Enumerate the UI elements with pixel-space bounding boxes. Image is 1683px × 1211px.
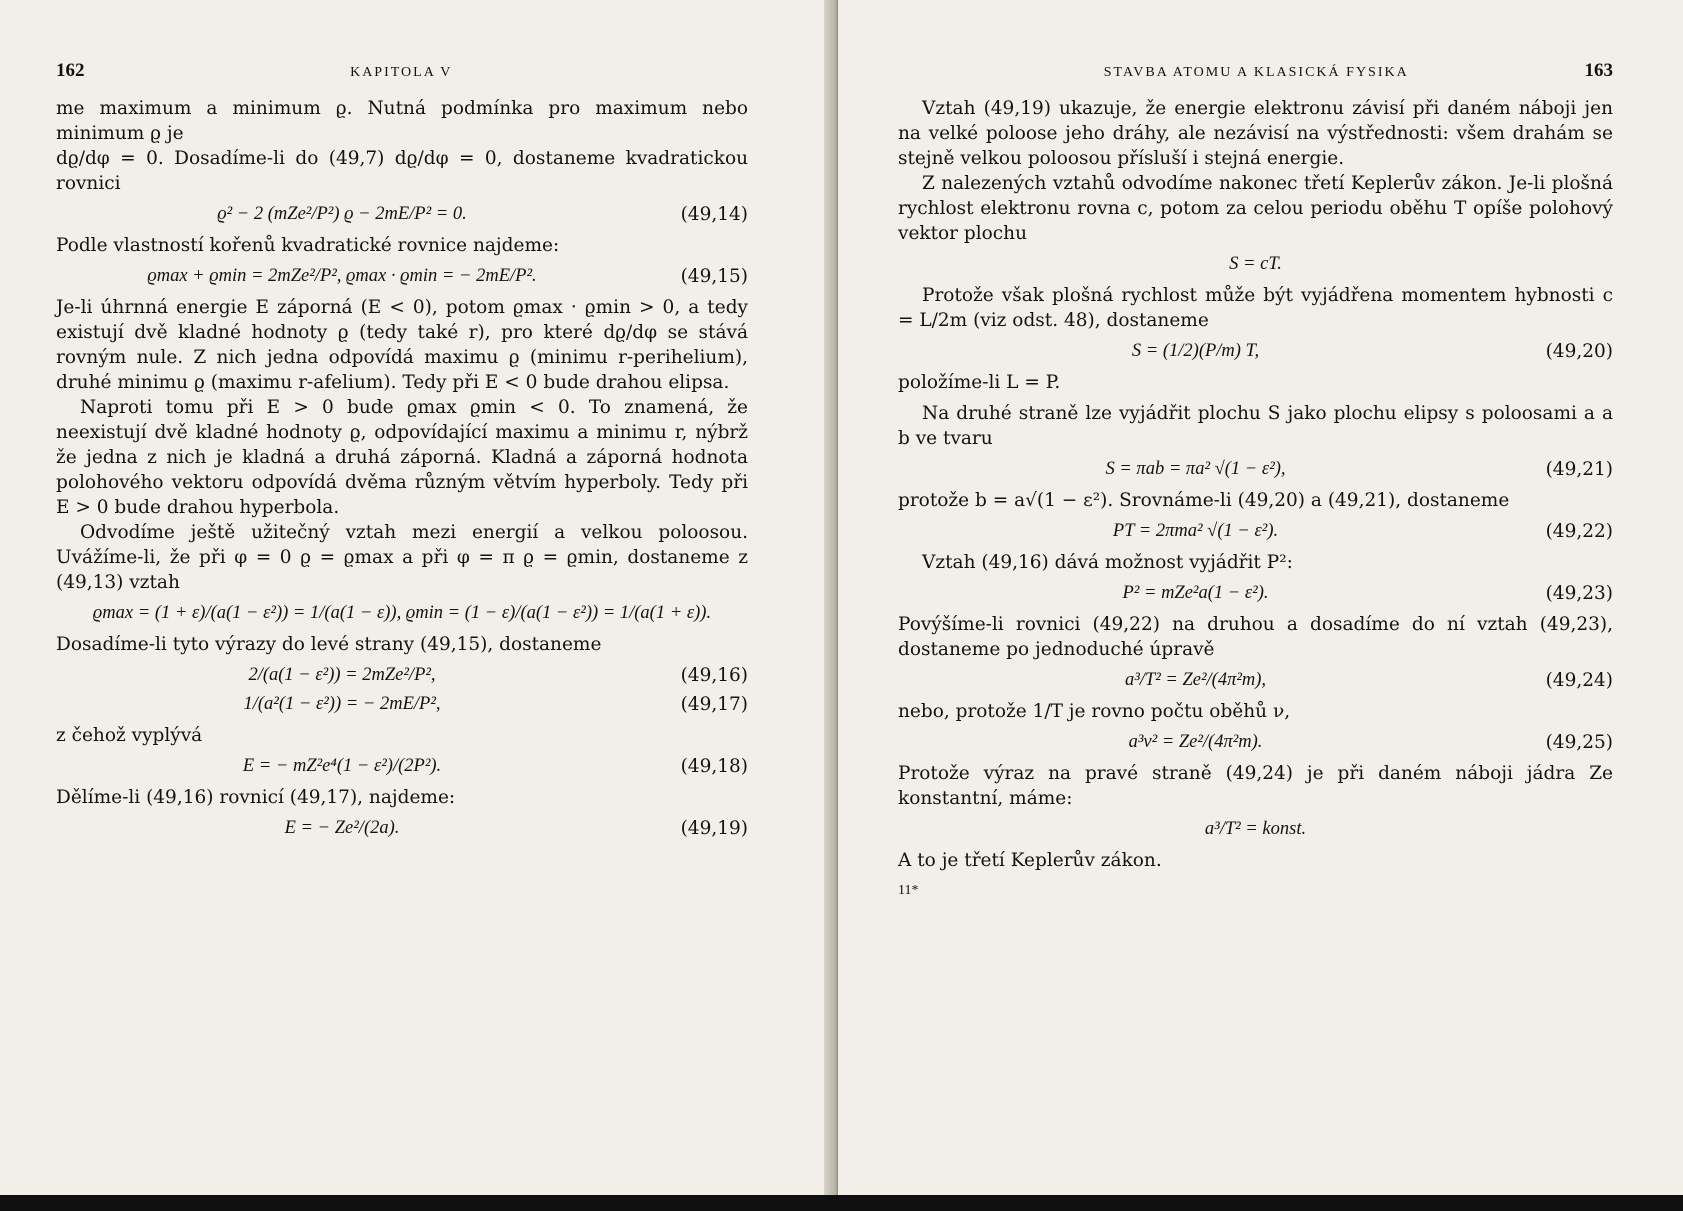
left-paragraph-ellipse: Je-li úhrnná energie E záporná (E < 0), potom ϱmax · ϱmin > 0, a tedy existují dvě kladné hodnoty ϱ (tedy také r), pro které dϱ/dφ se stává rovným nule. Z nich jedna odpovídá maximu ϱ (minimu r-perihelium), druhé minimu ϱ (maximu r-afelium). Tedy při E < 0 bude drahou elipsa. xyxy=(56,297,748,393)
equation-49-20-expr: S = (1/2)(P/m) T, xyxy=(1131,341,1260,361)
left-paragraph-hyperbola: Naproti tomu při E > 0 bude ϱmax ϱmin < 0. To znamená, že neexistují dvě kladné hodnoty ϱ, odpovídající maximu a minimu r, nýbrž že jedna z nich je kladná a druhá záporná. Kladná a záporná hodnota polohového vektoru odpovídá dvěma různým větvím hyperboly. Tedy při E > 0 bude drahou hyperbola. xyxy=(56,397,748,518)
scan-bottom-border xyxy=(0,1195,1683,1211)
left-chapter-title: KAPITOLA V xyxy=(350,65,453,80)
right-paragraph-momentum: Protože však plošná rychlost může být vyjádřena momentem hybnosti c = L/2m (viz odst. 48), dostaneme xyxy=(898,285,1613,331)
equation-49-18 xyxy=(56,756,748,777)
equation-49-22-number: (49,22) xyxy=(1545,521,1613,542)
right-text-express-p2: Vztah (49,16) dává možnost vyjádřit P²: xyxy=(922,552,1293,573)
equation-49-16 xyxy=(56,665,748,686)
equation-49-19-expr: E = − Ze²/(2a). xyxy=(284,818,400,838)
equation-rho-max-min-expr: ϱmax = (1 + ε)/(a(1 − ε²)) = 1/(a(1 − ε)), ϱmin = (1 − ε)/(a(1 − ε²)) = 1/(a(1 + ε)). xyxy=(92,603,712,623)
right-paragraph-energy: Vztah (49,19) ukazuje, že energie elektronu závisí při daném náboji jen na velké poloose jeho dráhy, ale nezávisí na výstřednosti: všem drahám se stejně velkou poloosou přísluší i stejná energie. xyxy=(898,98,1613,169)
equation-49-23 xyxy=(898,583,1613,604)
left-paragraph-energy: Odvodíme ještě užitečný vztah mezi energií a velkou poloosou. Uvážíme-li, že při φ = 0 ϱ = ϱmax a při φ = π ϱ = ϱmin, dostaneme z (49,13) vztah xyxy=(56,522,748,593)
left-running-head xyxy=(56,60,748,96)
right-text-kepler-law: A to je třetí Keplerův zákon. xyxy=(898,850,1162,871)
left-text-line-1: me maximum a minimum ϱ. Nutná podmínka pro maximum nebo minimum ϱ je xyxy=(56,98,748,144)
equation-49-14-expr: ϱ² − 2 (mZe²/P²) ϱ − 2mE/P² = 0. xyxy=(217,204,467,224)
equation-49-25 xyxy=(898,732,1613,753)
left-text-line-3: Podle vlastností kořenů kvadratické rovnice najdeme: xyxy=(56,235,560,256)
right-paragraph-kepler: Z nalezených vztahů odvodíme nakonec třetí Keplerův zákon. Je-li plošná rychlost elektronu rovna c, potom za celou periodu oběhu T opíše polohový vektor plochu xyxy=(898,173,1613,244)
equation-s-ct-expr: S = cT. xyxy=(1229,254,1282,274)
right-page xyxy=(838,0,1683,1195)
equation-49-22-expr: PT = 2πma² √(1 − ε²). xyxy=(1112,521,1279,541)
equation-49-25-number: (49,25) xyxy=(1545,732,1613,753)
equation-konst-expr: a³/T² = konst. xyxy=(1204,819,1307,839)
signature-mark: 11* xyxy=(898,883,919,898)
equation-s-ct xyxy=(898,254,1613,275)
equation-49-22 xyxy=(898,521,1613,542)
equation-49-17-expr: 1/(a²(1 − ε²)) = − 2mE/P², xyxy=(243,694,441,714)
equation-49-24-expr: a³/T² = Ze²/(4π²m), xyxy=(1124,670,1267,690)
left-text-dividing: Dělíme-li (49,16) rovnicí (49,17), najdeme: xyxy=(56,787,456,808)
equation-49-18-expr: E = − mZ²e⁴(1 − ε²)/(2P²). xyxy=(242,756,442,776)
right-running-head xyxy=(898,60,1613,96)
equation-49-17 xyxy=(56,694,748,715)
equation-49-21-expr: S = πab = πa² √(1 − ε²), xyxy=(1105,459,1286,479)
equation-rho-max-min xyxy=(56,603,748,624)
equation-49-21-number: (49,21) xyxy=(1545,459,1613,480)
left-text-line-2: dϱ/dφ = 0. Dosadíme-li do (49,7) dϱ/dφ = 0, dostaneme kvadratickou rovnici xyxy=(56,148,748,194)
left-text-substitute: Dosadíme-li tyto výrazy do levé strany (49,15), dostaneme xyxy=(56,634,602,655)
equation-49-15-number: (49,15) xyxy=(680,266,748,287)
equation-49-23-number: (49,23) xyxy=(1545,583,1613,604)
equation-49-17-number: (49,17) xyxy=(680,694,748,715)
equation-49-24-number: (49,24) xyxy=(1545,670,1613,691)
left-text-whence: z čehož vyplývá xyxy=(56,725,203,746)
right-text-setting: položíme-li L = P. xyxy=(898,372,1061,393)
right-chapter-title: STAVBA ATOMU A KLASICKÁ FYSIKA xyxy=(1103,65,1409,80)
equation-49-15 xyxy=(56,266,748,287)
equation-49-19 xyxy=(56,818,748,839)
right-paragraph-constant: Protože výraz na pravé straně (49,24) je při daném náboji jádra Ze konstantní, máme: xyxy=(898,763,1613,809)
equation-49-16-expr: 2/(a(1 − ε²)) = 2mZe²/P², xyxy=(248,665,436,685)
equation-konst xyxy=(898,819,1613,840)
right-text-since-b: protože b = a√(1 − ε²). Srovnáme-li (49,20) a (49,21), dostaneme xyxy=(898,490,1510,511)
equation-49-14-number: (49,14) xyxy=(680,204,748,225)
equation-49-21 xyxy=(898,459,1613,480)
right-paragraph-square: Povýšíme-li rovnici (49,22) na druhou a dosadíme do ní vztah (49,23), dostaneme po jednoduché úpravě xyxy=(898,614,1613,660)
equation-49-15-expr: ϱmax + ϱmin = 2mZe²/P², ϱmax · ϱmin = − 2mE/P². xyxy=(147,266,537,286)
equation-49-14 xyxy=(56,204,748,225)
equation-49-25-expr: a³ν² = Ze²/(4π²m). xyxy=(1128,732,1263,752)
equation-49-24 xyxy=(898,670,1613,691)
right-text-frequency: nebo, protože 1/T je rovno počtu oběhů ν, xyxy=(898,701,1291,722)
equation-49-16-number: (49,16) xyxy=(680,665,748,686)
equation-49-20-number: (49,20) xyxy=(1545,341,1613,362)
left-page xyxy=(0,0,836,1195)
right-paragraph-ellipse-area: Na druhé straně lze vyjádřit plochu S jako plochu elipsy s poloosami a a b ve tvaru xyxy=(898,403,1613,449)
equation-49-23-expr: P² = mZe²a(1 − ε²). xyxy=(1122,583,1269,603)
left-page-number: 162 xyxy=(56,60,85,81)
equation-49-20 xyxy=(898,341,1613,362)
right-page-number: 163 xyxy=(1584,60,1613,81)
equation-49-19-number: (49,19) xyxy=(680,818,748,839)
equation-49-18-number: (49,18) xyxy=(680,756,748,777)
